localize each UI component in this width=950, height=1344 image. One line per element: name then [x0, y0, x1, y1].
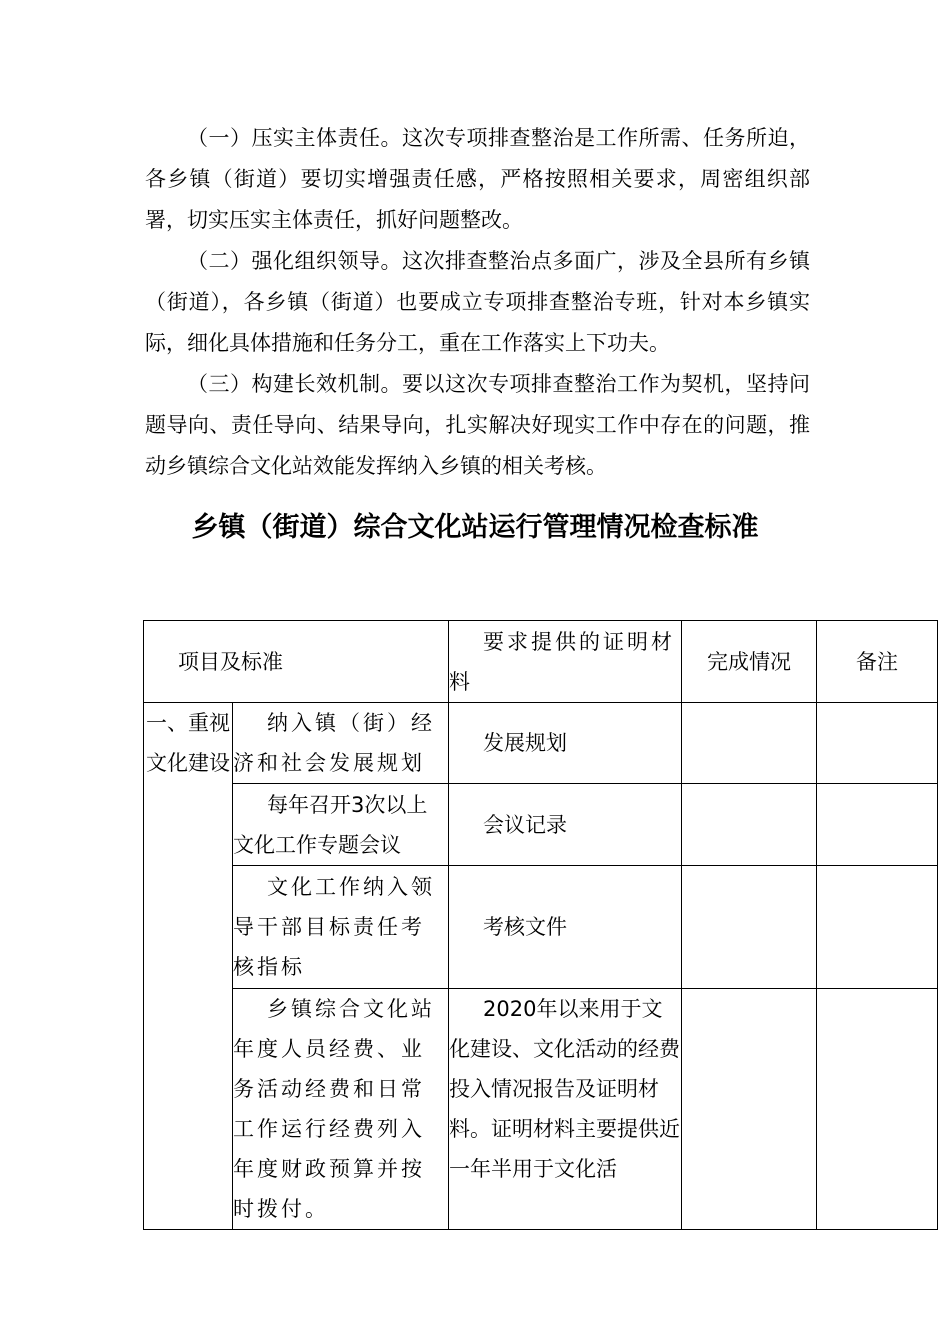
paragraph-3: （三）构建长效机制。要以这次专项排查整治工作为契机，坚持问题导向、责任导向、结果导向，扎实解决好现实工作中存在的问题，推动乡镇综合文化站效能发挥纳入乡镇的相关考核。	[145, 372, 810, 478]
completion-cell[interactable]	[682, 989, 817, 1230]
category-cell: 一、重视文化建设	[144, 703, 233, 1230]
standard-cell: 纳入镇（街）经济和社会发展规划	[233, 703, 449, 784]
remarks-cell[interactable]	[817, 784, 938, 866]
remarks-cell[interactable]	[817, 989, 938, 1230]
table-row	[144, 784, 938, 866]
inspection-standard-table	[143, 620, 938, 1230]
completion-cell[interactable]	[682, 784, 817, 866]
paragraph-1: （一）压实主体责任。这次专项排查整治是工作所需、任务所迫，各乡镇（街道）要切实增强责任感，严格按照相关要求，周密组织部署，切实压实主体责任，抓好问题整改。	[145, 126, 810, 232]
paragraph-2: （二）强化组织领导。这次排查整治点多面广，涉及全县所有乡镇（街道），各乡镇（街道）也要成立专项排查整治专班，针对本乡镇实际，细化具体措施和任务分工，重在工作落实上下功夫。	[145, 249, 810, 355]
header-materials: 要求提供的证明材料	[449, 621, 682, 703]
remarks-cell[interactable]	[817, 703, 938, 784]
header-item-standard: 项目及标准	[144, 621, 449, 703]
material-cell: 考核文件	[449, 866, 682, 989]
table-header-row	[144, 621, 938, 703]
completion-cell[interactable]	[682, 703, 817, 784]
document-title: 乡镇（街道）综合文化站运行管理情况检查标准	[191, 512, 759, 543]
table-row	[144, 866, 938, 989]
table-row	[144, 989, 938, 1230]
completion-cell[interactable]	[682, 866, 817, 989]
standard-cell: 文化工作纳入领导干部目标责任考核指标	[233, 866, 449, 989]
material-cell: 2020年以来用于文化建设、文化活动的经费投入情况报告及证明材料。证明材料主要提供近一年半用于文化活	[449, 989, 682, 1230]
header-completion: 完成情况	[682, 621, 817, 703]
standard-cell: 每年召开3次以上文化工作专题会议	[233, 784, 449, 866]
remarks-cell[interactable]	[817, 866, 938, 989]
standard-cell: 乡镇综合文化站年度人员经费、业务活动经费和日常工作运行经费列入年度财政预算并按时拨付。	[233, 989, 449, 1230]
header-remarks: 备注	[817, 621, 938, 703]
table-row	[144, 703, 938, 784]
material-cell: 会议记录	[449, 784, 682, 866]
material-cell: 发展规划	[449, 703, 682, 784]
